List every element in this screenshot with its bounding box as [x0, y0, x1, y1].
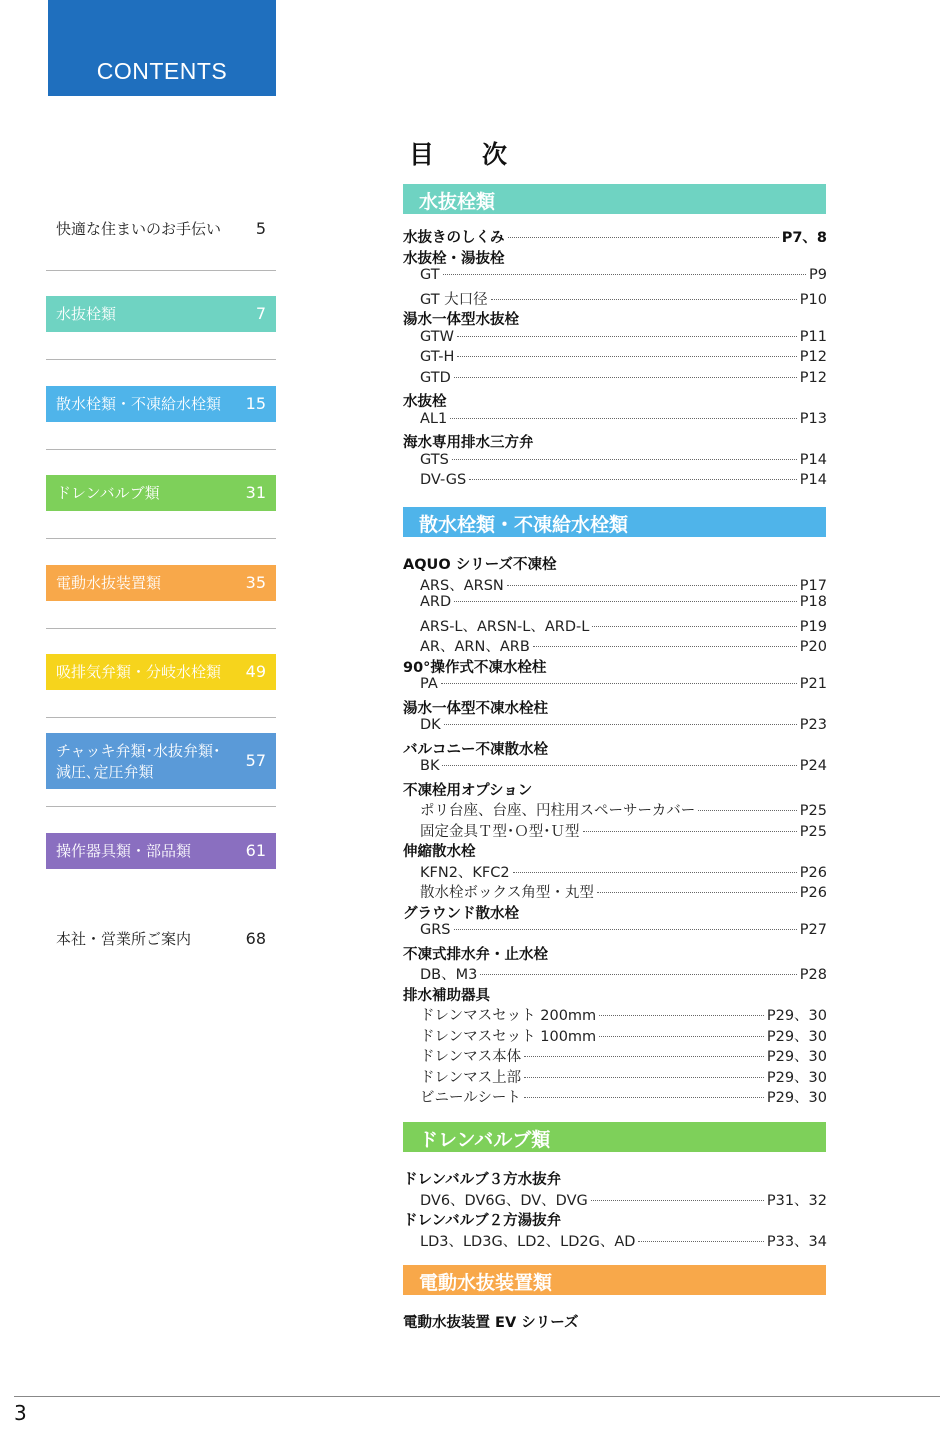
- toc-entry-page: P9: [809, 267, 827, 283]
- dot-leader: [591, 1200, 764, 1201]
- dot-leader: [698, 810, 797, 811]
- toc-entry-title: GTW: [420, 328, 454, 345]
- toc-entry-page: P29、30: [766, 1028, 827, 1045]
- toc-entry-title: 湯水一体型不凍水栓柱: [403, 700, 548, 717]
- nav-item-page: 68: [245, 929, 266, 948]
- nav-divider: [46, 538, 276, 539]
- toc-entry-page: P18: [799, 594, 827, 610]
- toc-entry-title: GTS: [420, 451, 449, 468]
- toc-entry-title: DB、M3: [420, 967, 478, 983]
- toc-entry-page: P29、30: [766, 1049, 827, 1065]
- toc-entry-title: LD3、LD3G、LD2、LD2G、AD: [420, 1233, 636, 1250]
- dot-leader: [513, 872, 797, 873]
- nav-item-label: 電動水抜装置類: [56, 574, 162, 592]
- nav-item-label: チャッキ弁類･水抜弁類･ 減圧､定圧弁類: [56, 742, 221, 781]
- nav-divider: [46, 628, 276, 629]
- toc-entry[interactable]: [403, 574, 827, 594]
- dot-leader: [450, 418, 797, 419]
- dot-leader: [533, 646, 797, 647]
- page-title: 目次: [409, 140, 556, 169]
- dot-leader: [597, 892, 797, 893]
- dot-leader: [599, 1015, 764, 1016]
- toc-entry[interactable]: [403, 329, 827, 349]
- dot-leader: [444, 724, 797, 725]
- toc-entry-page: P29、30: [766, 1090, 827, 1106]
- toc-entry[interactable]: [403, 881, 827, 901]
- nav-item-label: 水抜栓類: [56, 305, 117, 323]
- nav-item-page: 35: [245, 573, 266, 592]
- dot-leader: [592, 626, 796, 627]
- toc-entry-page: P10: [799, 291, 827, 308]
- dot-leader: [469, 479, 797, 480]
- section-header: [403, 507, 826, 537]
- toc-entry-page: P7、8: [781, 230, 827, 246]
- toc-entry[interactable]: [403, 984, 827, 1004]
- toc-entry-title: バルコニー不凍散水栓: [403, 741, 548, 758]
- toc-entry-title: 海水専用排水三方弁: [403, 435, 534, 451]
- contents-header-label: CONTENTS: [96, 58, 228, 84]
- toc-entry[interactable]: [403, 799, 827, 819]
- toc-entry[interactable]: [403, 615, 827, 635]
- dot-leader: [442, 765, 796, 766]
- toc-entry[interactable]: [403, 820, 827, 840]
- nav-item-3[interactable]: [46, 475, 276, 511]
- toc-entry-title: 90°操作式不凍水栓柱: [403, 659, 547, 676]
- dot-leader: [457, 336, 797, 337]
- toc-entry-page: P23: [799, 717, 827, 733]
- nav-divider: [46, 806, 276, 807]
- toc-entry-title: 固定金具Ｔ型･Ｏ型･Ｕ型: [420, 823, 580, 840]
- toc-entry[interactable]: [403, 758, 827, 778]
- toc-entry-page: P17: [799, 577, 827, 594]
- footer-divider: [14, 1396, 940, 1397]
- toc-entry[interactable]: [403, 1025, 827, 1045]
- dot-leader: [524, 1077, 764, 1078]
- toc-entry[interactable]: [403, 738, 827, 758]
- toc-entry-title: ARS-L、ARSN-L、ARD-L: [420, 618, 590, 635]
- toc-entry[interactable]: [403, 1168, 827, 1188]
- nav-item-label: 快適な住まいのお手伝い: [56, 220, 222, 238]
- dot-leader: [638, 1241, 763, 1242]
- dot-leader: [454, 929, 797, 930]
- toc-entry[interactable]: [403, 594, 827, 614]
- dot-leader: [507, 585, 797, 586]
- toc-entry[interactable]: [403, 553, 827, 573]
- toc-entry[interactable]: [403, 717, 827, 737]
- toc-entry-page: P26: [799, 864, 827, 881]
- toc-entry-page: P33、34: [766, 1233, 827, 1250]
- toc-entry-title: 水抜栓・湯抜栓: [403, 250, 505, 267]
- nav-item-page: 5: [255, 219, 266, 238]
- toc-entry-title: GT-H: [420, 349, 455, 365]
- dot-leader: [583, 831, 797, 832]
- nav-item-label: ドレンバルブ類: [56, 484, 160, 502]
- nav-item-page: 57: [245, 751, 266, 770]
- toc-entry-page: P21: [799, 676, 827, 692]
- toc-entry[interactable]: [403, 697, 827, 717]
- nav-divider: [46, 449, 276, 450]
- toc-entry-title: 水抜きのしくみ: [403, 230, 505, 246]
- contents-header: [48, 0, 276, 96]
- toc-entry-page: P12: [799, 349, 827, 365]
- dot-leader: [457, 356, 796, 357]
- toc-entry-title: 排水補助器具: [403, 987, 490, 1004]
- section-title: ドレンバルブ類: [419, 1129, 551, 1151]
- toc-entry[interactable]: [403, 1209, 827, 1229]
- dot-leader: [599, 1036, 764, 1037]
- toc-entry-page: P25: [799, 823, 827, 840]
- toc-entry-title: ビニールシート: [420, 1090, 521, 1106]
- page-number: 3: [14, 1401, 27, 1425]
- section-title: 電動水抜装置類: [419, 1272, 553, 1294]
- toc-entry[interactable]: [403, 1086, 827, 1106]
- nav-item-label: 操作器具類・部品類: [56, 842, 192, 860]
- toc-entry[interactable]: [403, 840, 827, 860]
- nav-item-page: 7: [255, 304, 266, 323]
- toc-entry-page: P20: [799, 639, 827, 655]
- toc-entry-title: 不凍栓用オプション: [403, 782, 533, 799]
- toc-entry-title: ポリ台座、台座、円柱用スペーサーカバー: [420, 803, 696, 819]
- nav-item-6[interactable]: [46, 733, 276, 789]
- toc-entry[interactable]: [403, 452, 827, 472]
- toc-entry-title: 湯水一体型水抜栓: [403, 312, 519, 328]
- toc-entry[interactable]: [403, 676, 827, 696]
- toc-entry-page: P31、32: [766, 1192, 827, 1209]
- toc-entry[interactable]: [403, 1311, 827, 1331]
- nav-item-5[interactable]: [46, 654, 276, 690]
- toc-entry-title: AQUO シリーズ不凍栓: [403, 557, 557, 573]
- toc-entry-title: 散水栓ボックス角型・丸型: [420, 885, 594, 901]
- toc-entry[interactable]: [403, 1230, 827, 1250]
- section-header: [403, 1122, 826, 1152]
- toc-entry[interactable]: [403, 963, 827, 983]
- section-title: 散水栓類・不凍給水栓類: [419, 514, 629, 536]
- toc-entry[interactable]: [403, 656, 827, 676]
- toc-entry-page: P25: [799, 803, 827, 819]
- toc-entry-page: P28: [799, 967, 827, 983]
- toc-entry[interactable]: [403, 431, 827, 451]
- dot-leader: [491, 299, 797, 300]
- dot-leader: [454, 601, 797, 602]
- toc-entry[interactable]: [403, 472, 827, 492]
- toc-entry-title: ドレンマスセット 100mm: [420, 1028, 597, 1045]
- toc-entry-page: P27: [799, 922, 827, 938]
- section-header: [403, 184, 826, 214]
- toc-entry[interactable]: [403, 902, 827, 922]
- toc-entry[interactable]: [403, 779, 827, 799]
- dot-leader: [524, 1056, 764, 1057]
- toc-entry-title: GT: [420, 267, 440, 283]
- section-title: 水抜栓類: [419, 191, 496, 213]
- toc-entry-title: 水抜栓: [403, 394, 447, 410]
- toc-entry-title: 不凍式排水弁・止水栓: [403, 946, 548, 963]
- nav-divider: [46, 717, 276, 718]
- toc-entry[interactable]: [403, 411, 827, 431]
- toc-entry[interactable]: [403, 247, 827, 267]
- toc-entry-page: P13: [799, 410, 827, 427]
- toc-entry-page: P12: [799, 369, 827, 386]
- toc-entry-title: ドレンマス上部: [420, 1069, 522, 1086]
- toc-entry[interactable]: [403, 390, 827, 410]
- toc-entry-title: ドレンバルブ２方湯抜弁: [403, 1213, 562, 1229]
- nav-item-page: 61: [245, 841, 266, 860]
- toc-entry[interactable]: [403, 922, 827, 942]
- toc-entry[interactable]: [403, 635, 827, 655]
- toc-entry-title: PA: [420, 676, 438, 692]
- nav-item-2[interactable]: [46, 386, 276, 422]
- dot-leader: [443, 274, 806, 275]
- toc-entry-title: DV6、DV6G、DV、DVG: [420, 1192, 588, 1209]
- toc-entry-title: GTD: [420, 369, 451, 386]
- toc-entry[interactable]: [403, 1004, 827, 1024]
- toc-entry-title: BK: [420, 758, 440, 774]
- toc-entry-page: P14: [799, 451, 827, 468]
- toc-entry-title: AL1: [420, 410, 448, 427]
- dot-leader: [524, 1097, 764, 1098]
- nav-item-page: 49: [245, 662, 266, 681]
- nav-divider: [46, 359, 276, 360]
- toc-entry-title: AR、ARN、ARB: [420, 639, 530, 655]
- nav-item-page: 15: [245, 394, 266, 413]
- toc-entry[interactable]: [403, 308, 827, 328]
- toc-entry-title: DV-GS: [420, 472, 467, 488]
- toc-entry-title: ドレンマス本体: [420, 1049, 522, 1065]
- toc-entry-title: ドレンマスセット 200mm: [420, 1008, 597, 1024]
- nav-item-1[interactable]: [46, 296, 276, 332]
- toc-entry-page: P24: [799, 758, 827, 774]
- nav-item-0[interactable]: [46, 215, 276, 245]
- toc-entry-page: P26: [799, 885, 827, 901]
- toc-entry-title: グラウンド散水栓: [403, 905, 519, 922]
- nav-divider: [46, 270, 276, 271]
- toc-entry-title: KFN2、KFC2: [420, 864, 510, 881]
- section-header: [403, 1265, 826, 1295]
- dot-leader: [480, 974, 796, 975]
- nav-item-4[interactable]: [46, 565, 276, 601]
- toc-entry[interactable]: [403, 1189, 827, 1209]
- nav-item-label: 吸排気弁類・分岐水栓類: [56, 663, 222, 681]
- toc-entry[interactable]: [403, 226, 827, 246]
- toc-entry-title: ARD: [420, 594, 452, 610]
- toc-entry-title: ARS、ARSN: [420, 577, 504, 594]
- dot-leader: [454, 377, 797, 378]
- toc-entry-page: P11: [799, 328, 827, 345]
- toc-entry-title: GT 大口径: [420, 291, 488, 308]
- nav-item-7[interactable]: [46, 833, 276, 869]
- toc-entry-page: P29、30: [766, 1008, 827, 1024]
- dot-leader: [441, 683, 797, 684]
- toc-entry[interactable]: [403, 861, 827, 881]
- nav-item-page: 31: [245, 483, 266, 502]
- toc-entry[interactable]: [403, 370, 827, 390]
- nav-item-label: 散水栓類・不凍給水栓類: [56, 395, 222, 413]
- toc-entry-page: P29、30: [766, 1069, 827, 1086]
- toc-entry-title: GRS: [420, 922, 451, 938]
- toc-entry-title: 電動水抜装置 EV シリーズ: [403, 1315, 579, 1331]
- toc-entry[interactable]: [403, 267, 827, 287]
- toc-entry-title: 伸縮散水栓: [403, 844, 476, 860]
- toc-entry[interactable]: [403, 943, 827, 963]
- toc-entry[interactable]: [403, 288, 827, 308]
- toc-entry[interactable]: [403, 349, 827, 369]
- toc-entry-title: ドレンバルブ３方水抜弁: [403, 1172, 562, 1188]
- dot-leader: [508, 237, 779, 238]
- toc-entry[interactable]: [403, 1066, 827, 1086]
- nav-item-8[interactable]: [46, 925, 276, 955]
- toc-entry-title: DK: [420, 717, 441, 733]
- toc-entry-page: P19: [799, 618, 827, 635]
- toc-entry[interactable]: [403, 1045, 827, 1065]
- toc-entry-page: P14: [799, 472, 827, 488]
- nav-item-label: 本社・営業所ご案内: [56, 930, 192, 948]
- dot-leader: [452, 459, 797, 460]
